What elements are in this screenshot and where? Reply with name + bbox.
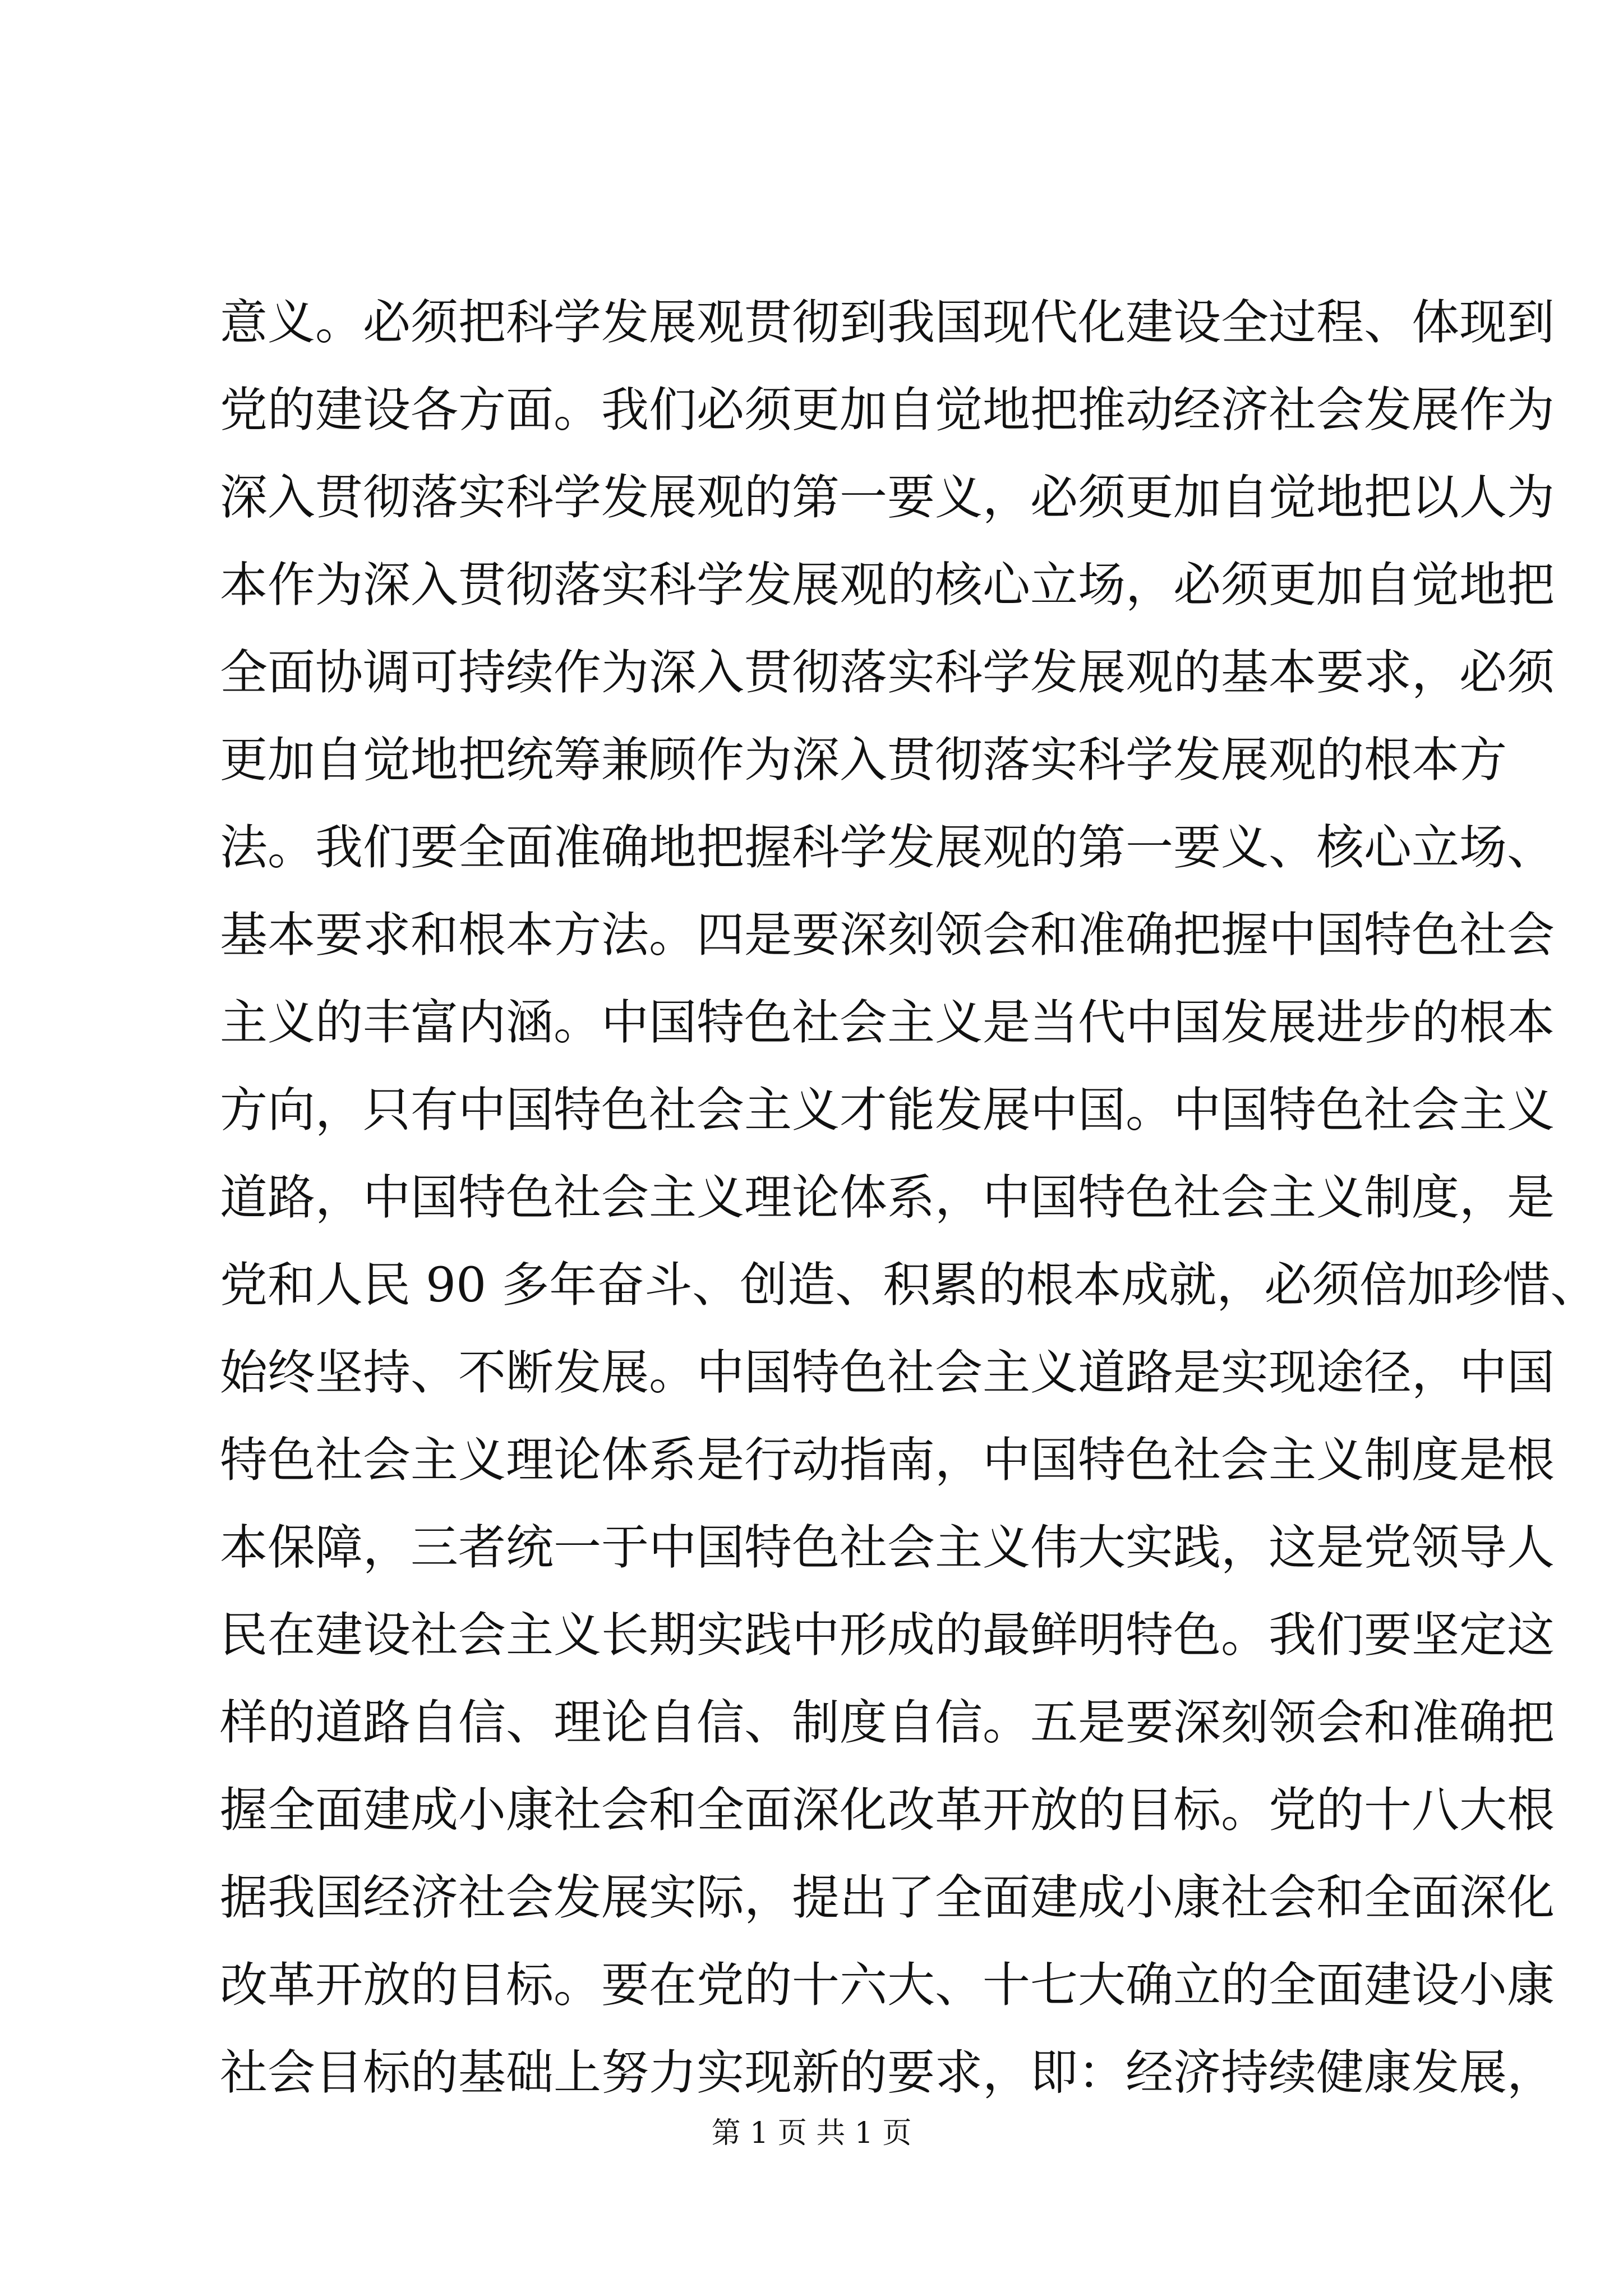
text-line: 更加自觉地把统筹兼顾作为深入贯彻落实科学发展观的根本方	[220, 733, 1507, 788]
page-footer: 第 1 页 共 1 页	[711, 2116, 912, 2150]
text-line: 样的道路自信、理论自信、制度自信。五是要深刻领会和准确把	[220, 1695, 1555, 1751]
text-line: 始终坚持、不断发展。中国特色社会主义道路是实现途径，中国	[220, 1345, 1555, 1401]
text-line: 基本要求和根本方法。四是要深刻领会和准确把握中国特色社会	[220, 908, 1555, 963]
text-line: 社会目标的基础上努力实现新的要求，即：经济持续健康发展，	[220, 2045, 1555, 2101]
text-line: 本保障，三者统一于中国特色社会主义伟大实践，这是党领导人	[220, 1520, 1555, 1576]
text-line: 党的建设各方面。我们必须更加自觉地把推动经济社会发展作为	[220, 383, 1555, 438]
text-line: 改革开放的目标。要在党的十六大、十七大确立的全面建设小康	[220, 1958, 1555, 2013]
text-line: 意义。必须把科学发展观贯彻到我国现代化建设全过程、体现到	[220, 295, 1555, 351]
text-line: 方向，只有中国特色社会主义才能发展中国。中国特色社会主义	[220, 1083, 1555, 1138]
text-line: 特色社会主义理论体系是行动指南，中国特色社会主义制度是根	[220, 1433, 1555, 1488]
text-line: 法。我们要全面准确地把握科学发展观的第一要义、核心立场、	[220, 820, 1555, 876]
text-line: 主义的丰富内涵。中国特色社会主义是当代中国发展进步的根本	[220, 995, 1555, 1051]
text-line: 民在建设社会主义长期实践中形成的最鲜明特色。我们要坚定这	[220, 1608, 1555, 1663]
text-line: 全面协调可持续作为深入贯彻落实科学发展观的基本要求，必须	[220, 645, 1555, 701]
text-line: 据我国经济社会发展实际，提出了全面建成小康社会和全面深化	[220, 1870, 1555, 1926]
text-line: 党和人民 90 多年奋斗、创造、积累的根本成就，必须倍加珍惜、	[220, 1258, 1598, 1313]
text-line: 本作为深入贯彻落实科学发展观的核心立场，必须更加自觉地把	[220, 558, 1555, 613]
text-line: 深入贯彻落实科学发展观的第一要义，必须更加自觉地把以人为	[220, 470, 1555, 526]
text-line: 道路，中国特色社会主义理论体系，中国特色社会主义制度，是	[220, 1170, 1555, 1226]
body-text	[220, 279, 1598, 2117]
text-line: 握全面建成小康社会和全面深化改革开放的目标。党的十八大根	[220, 1783, 1555, 1838]
